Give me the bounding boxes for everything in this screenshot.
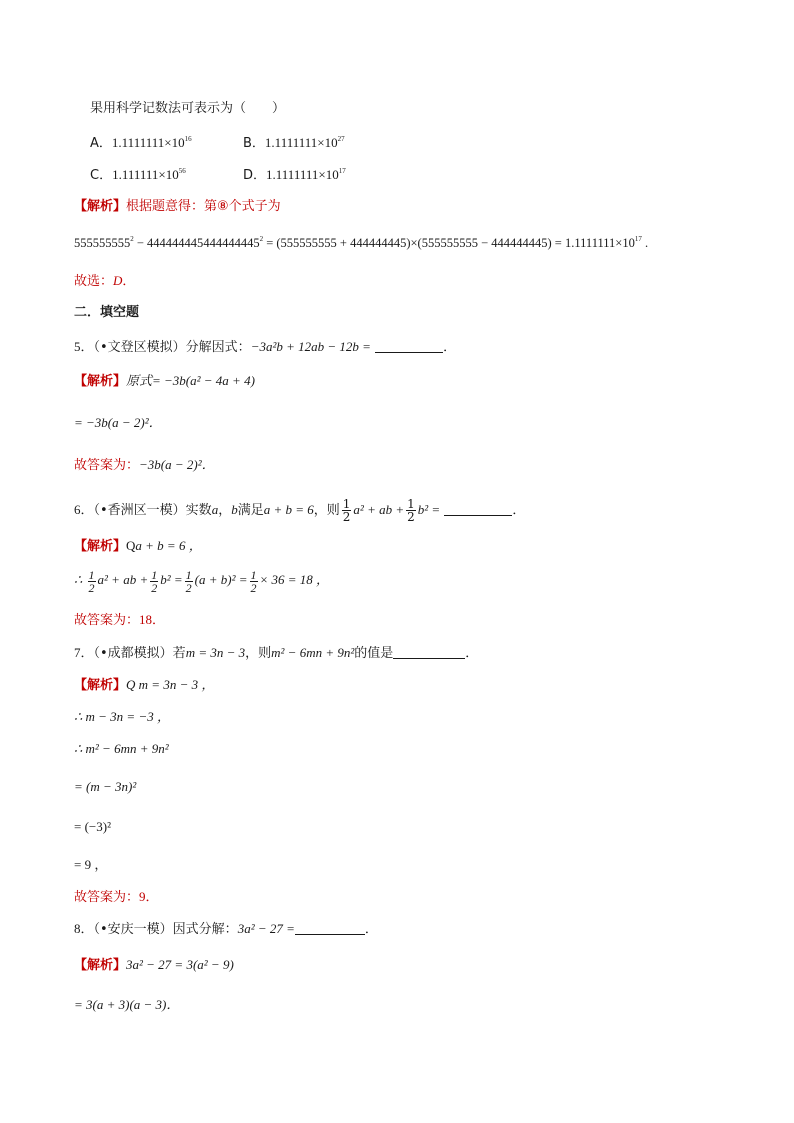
q4-option-c: C．$1.111111\times 10^{56}$ <box>90 167 186 183</box>
q4-option-a: A．$1.1111111\times 10^{16}$ <box>90 135 192 151</box>
analysis-tag: 【解析】 <box>74 678 127 693</box>
q8-question: 8．（•安庆一模）因式分解：3a² − 27 = ． <box>74 921 378 937</box>
analysis-tag: 【解析】 <box>74 199 127 214</box>
q7-step-3: ∴ m² − 6mn + 9n² <box>74 741 169 756</box>
q4-option-d: D．$1.1111111\times 10^{17}$ <box>243 167 346 183</box>
answer-blank[interactable] <box>375 340 443 353</box>
q7-question: 7．（•成都模拟）若m = 3n − 3，则m² − 6mn + 9n²的值是 ． <box>74 645 479 661</box>
q6-step-2: ∴ $\frac{1}{2}$ a² + ab + $\frac{1}{2}$ b² = $\frac{1}{2}$ (a + b)² = $\frac{1}{2}$ × 36 = 18 ， <box>74 567 330 595</box>
q4-answer: 故选：D． <box>74 273 136 289</box>
q7-step-6: = 9 ， <box>74 857 108 872</box>
q4-analysis: 【解析】根据题意得：第⑧个式子为 <box>74 199 281 214</box>
q6-analysis: 【解析】Qa + b = 6 ， <box>74 538 202 554</box>
q8-analysis: 【解析】3a² − 27 = 3(a² − 9) <box>74 957 234 973</box>
q7-step-2: ∴ m − 3n = −3 ， <box>74 709 170 724</box>
q5-analysis: 【解析】原式= −3b(a² − 4a + 4) <box>74 373 255 389</box>
q7-step-5: = (−3)² <box>74 819 111 834</box>
analysis-tag: 【解析】 <box>74 958 127 973</box>
q8-step-2: = 3(a + 3)(a − 3)． <box>74 997 180 1012</box>
therefore-symbol: ∴ <box>74 572 83 587</box>
q5-question: 5．（•文登区模拟）分解因式：−3a²b + 12ab − 12b = ． <box>74 339 457 355</box>
because-symbol: Q <box>126 538 136 553</box>
answer-blank[interactable] <box>393 646 465 659</box>
fraction-half: $\frac{1}{2}$ <box>342 497 351 524</box>
q4-option-b: B．$1.1111111\times 10^{27}$ <box>243 135 345 151</box>
q4-stem: 果用科学记数法可表示为（ ） <box>90 101 286 116</box>
section-title: 二．填空题 <box>74 305 140 320</box>
q4-calculation: $555555555^2 - 444444445444444445^2 = (555555555 + 444444445)\times(555555555 - 444444445) = 1.1111111\times 10^{17}$ . <box>74 235 649 250</box>
q7-step-4: = (m − 3n)² <box>74 779 137 794</box>
answer-blank[interactable] <box>295 922 365 935</box>
q5-answer: 故答案为：−3b(a − 2)²． <box>74 457 215 473</box>
q6-answer: 故答案为：18． <box>74 612 166 628</box>
analysis-tag: 【解析】 <box>74 539 127 554</box>
q5-step-2: = −3b(a − 2)²． <box>74 415 162 430</box>
q7-analysis: 【解析】Q m = 3n − 3 ， <box>74 677 215 693</box>
q6-question: 6．（•香洲区一模）实数a，b满足a + b = 6，则 $\frac{1}{2}$ a² + ab + $\frac{1}{2}$ b² = ． <box>74 497 526 524</box>
fraction-half: $\frac{1}{2}$ <box>407 497 415 524</box>
q7-answer: 故答案为：9． <box>74 889 159 905</box>
answer-blank[interactable] <box>444 503 512 516</box>
analysis-tag: 【解析】 <box>74 374 127 389</box>
